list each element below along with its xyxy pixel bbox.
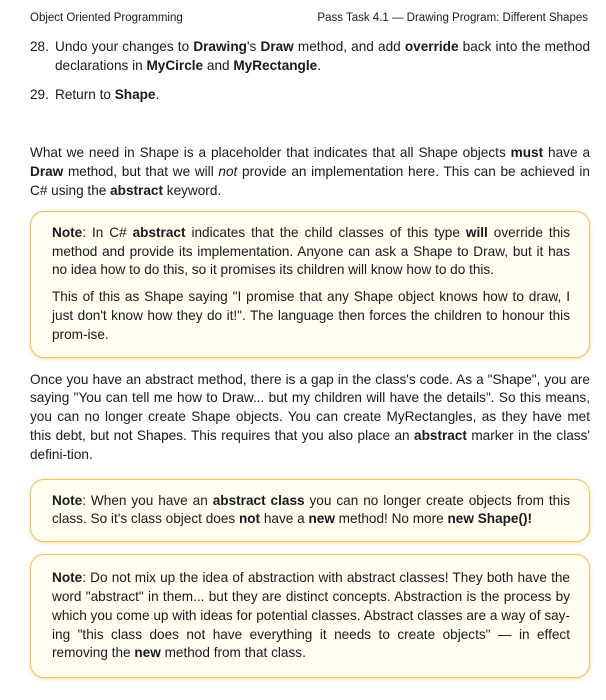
step-text: Return to Shape. — [55, 86, 160, 102]
note-label: Note — [52, 570, 83, 586]
note-label: Note — [52, 492, 83, 508]
step-29 — [30, 86, 590, 105]
step-number: 28. — [30, 39, 49, 54]
note-box-abstraction — [30, 554, 590, 678]
note-text: Note: When you have an abstract class you can no longer create objects from this class. So it's class object does not have a new method! No more new Shape()! — [52, 492, 570, 527]
course-title: Object Oriented Programming — [30, 12, 183, 24]
note-label: Note — [52, 224, 83, 240]
note-text: Note: Do not mix up the idea of abstraction with abstract classes! They both have the word "abstract" in them... but they are distinct concepts. Abstraction is the process by which you come up with ideas for potential classes. Abstract classes are a way of say-ing "this class does not have everything it needs to create objects" — in effect removing the new method from that class. — [52, 570, 570, 661]
paragraph-abstract-class: Once you have an abstract method, there is a gap in the class's code. As a "Shape", you are saying "You can tell me how to Draw... but my children will have the details". So this means, you can no longer create Shape objects. You can create MyRectangles, as they have met this debt, but not Shapes. This requires that you also place an abstract marker in the class' defini-tion. — [30, 371, 590, 462]
task-title: Pass Task 4.1 — Drawing Program: Different Shapes — [317, 12, 588, 24]
document-body — [30, 38, 590, 678]
step-number: 29. — [30, 86, 49, 102]
page-header — [30, 12, 588, 24]
note-text: Note: In C# abstract indicates that the child classes of this type will override this method and provide its implementation. Anyone can ask a Shape to Draw, but it has no idea how to do this, so it promises its children will know how to do this. — [52, 224, 570, 278]
paragraph-abstract-intro: What we need in Shape is a placeholder that indicates that all Shape objects must have a Draw method, but that we will not provide an implementation here. This can be achieved in C# using the abstract keyword. — [30, 145, 591, 198]
step-text: Undo your changes to Drawing's Draw method, and add override back into the method declarations in MyCircle and MyRectangle. — [55, 39, 591, 73]
note-box-abstract-class — [30, 479, 590, 543]
step-28 — [30, 38, 590, 76]
note-text: This of this as Shape saying "I promise that any Shape object knows how to draw, I just don't know how they do it!". The language then forces the children to honour this prom-ise. — [52, 289, 570, 342]
note-box-abstract-keyword — [30, 211, 590, 358]
